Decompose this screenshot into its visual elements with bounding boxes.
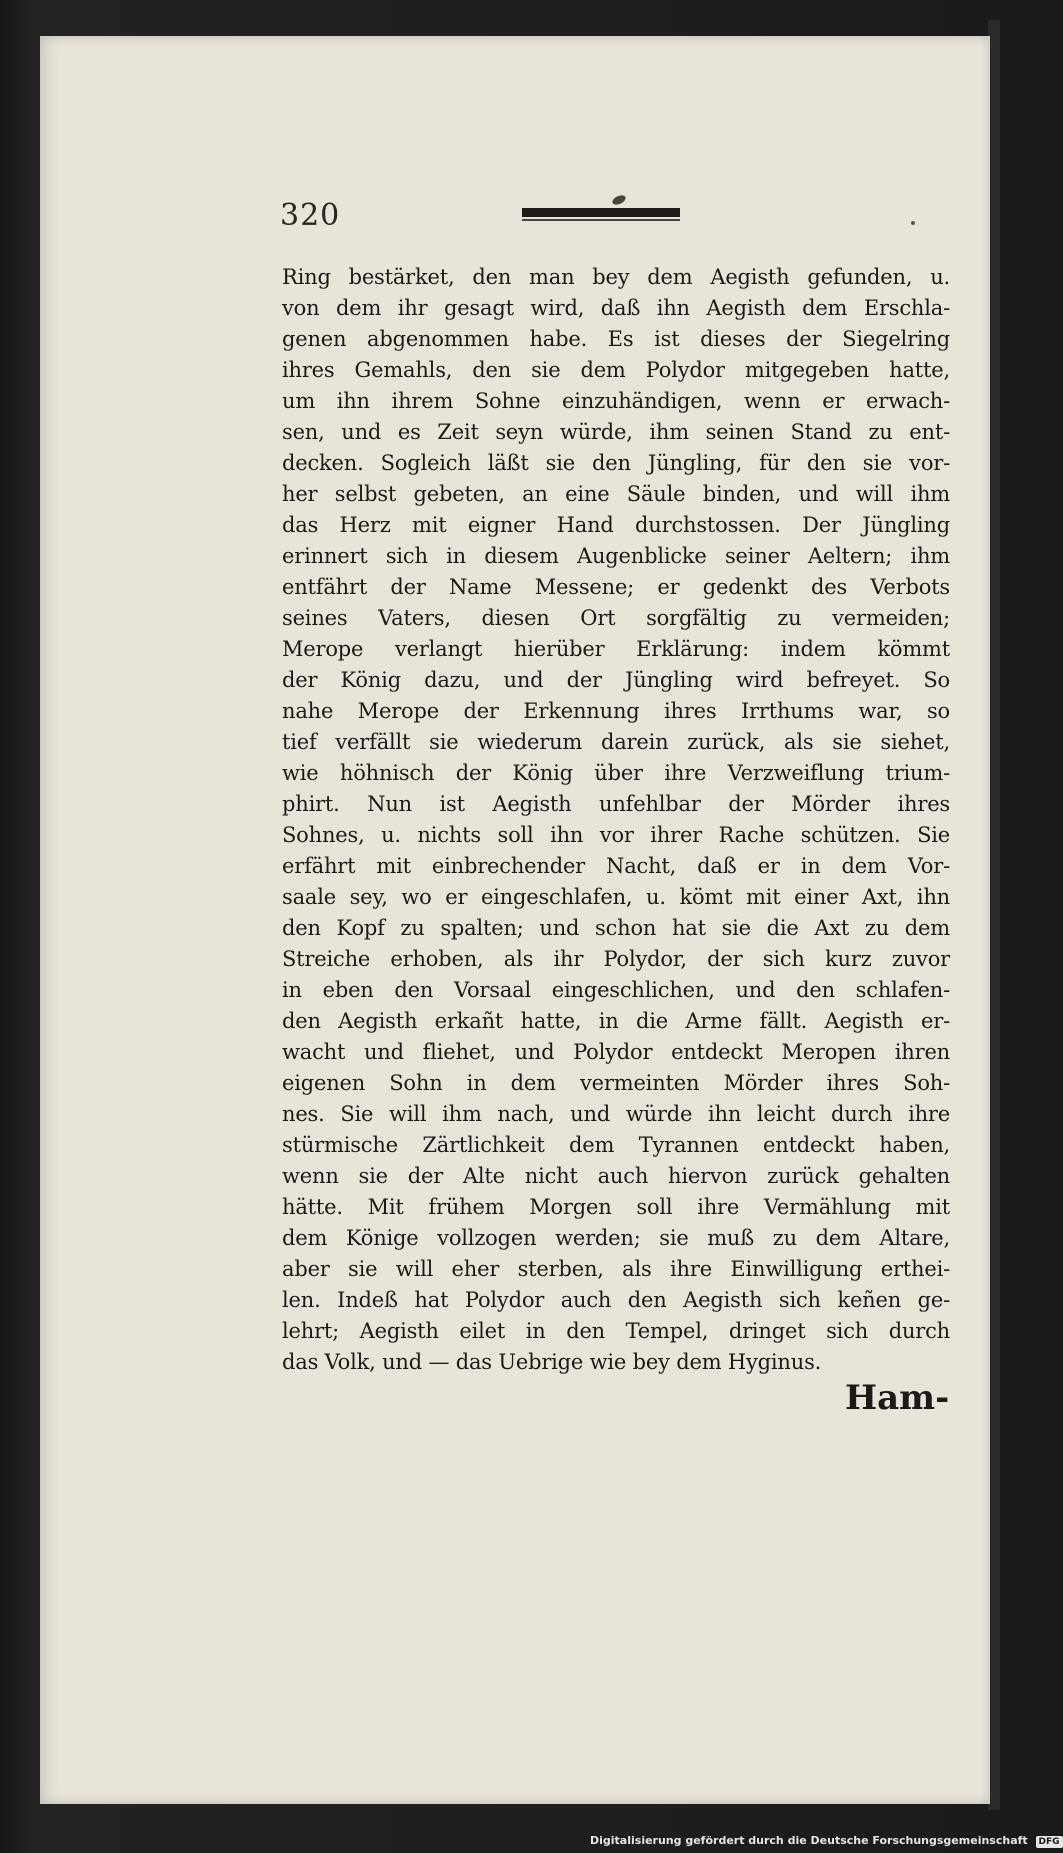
catchword: Ham-: [845, 1378, 950, 1418]
text-line: wacht und fliehet, und Polydor entdeckt Meropen ihren: [282, 1040, 950, 1064]
text-line: her selbst gebeten, an eine Säule binden, und will ihm: [282, 482, 950, 506]
text-line: den Aegisth erkañt hatte, in die Arme fällt. Aegisth er-: [282, 1009, 950, 1033]
text-line: von dem ihr gesagt wird, daß ihn Aegisth dem Erschla-: [282, 296, 950, 320]
text-line: Sohnes, u. nichts soll ihn vor ihrer Rache schützen. Sie: [282, 823, 950, 847]
text-line: stürmische Zärtlichkeit dem Tyrannen entdeckt haben,: [282, 1133, 950, 1157]
text-line: nahe Merope der Erkennung ihres Irrthums war, so: [282, 699, 950, 723]
text-line: erinnert sich in diesem Augenblicke seiner Aeltern; ihm: [282, 544, 950, 568]
ornament-rule: [522, 202, 680, 220]
body-text: [282, 262, 950, 1378]
ornament-underline: [522, 219, 680, 221]
text-line: wie höhnisch der König über ihre Verzweiflung trium-: [282, 761, 950, 785]
credit-text: Digitalisierung gefördert durch die Deutsche Forschungsgemeinschaft: [590, 1834, 1028, 1847]
text-line: lehrt; Aegisth eilet in den Tempel, dringet sich durch: [282, 1319, 950, 1343]
text-line: den Kopf zu spalten; und schon hat sie die Axt zu dem: [282, 916, 950, 940]
text-line: hätte. Mit frühem Morgen soll ihre Vermählung mit: [282, 1195, 950, 1219]
page-number: 320: [280, 198, 341, 233]
text-line: Merope verlangt hierüber Erklärung: indem kömmt: [282, 637, 950, 661]
text-line: tief verfällt sie wiederum darein zurück, als sie siehet,: [282, 730, 950, 754]
text-line: wenn sie der Alte nicht auch hiervon zurück gehalten: [282, 1164, 950, 1188]
text-line: saale sey, wo er eingeschlafen, u. kömt mit einer Axt, ihn: [282, 885, 950, 909]
page-header: [280, 198, 940, 238]
text-line: ihres Gemahls, den sie dem Polydor mitgegeben hatte,: [282, 358, 950, 382]
text-line: Streiche erhoben, als ihr Polydor, der sich kurz zuvor: [282, 947, 950, 971]
ornament-bar: [522, 208, 680, 217]
text-line: der König dazu, und der Jüngling wird befreyet. So: [282, 668, 950, 692]
text-line: erfährt mit einbrechender Nacht, daß er in dem Vor-: [282, 854, 950, 878]
text-line: len. Indeß hat Polydor auch den Aegisth sich keñen ge-: [282, 1288, 950, 1312]
text-line: dem Könige vollzogen werden; sie muß zu dem Altare,: [282, 1226, 950, 1250]
text-line: genen abgenommen habe. Es ist dieses der Siegelring: [282, 327, 950, 351]
text-line: sen, und es Zeit seyn würde, ihm seinen Stand zu ent-: [282, 420, 950, 444]
text-line: das Volk, und — das Uebrige wie bey dem Hyginus.: [282, 1350, 822, 1374]
text-line: nes. Sie will ihm nach, und würde ihn leicht durch ihre: [282, 1102, 950, 1126]
text-line: das Herz mit eigner Hand durchstossen. Der Jüngling: [282, 513, 950, 537]
text-line: entfährt der Name Messene; er gedenkt des Verbots: [282, 575, 950, 599]
text-line: um ihn ihrem Sohne einzuhändigen, wenn er erwach-: [282, 389, 950, 413]
text-line: seines Vaters, diesen Ort sorgfältig zu vermeiden;: [282, 606, 950, 630]
digitization-credit: [590, 1834, 1063, 1848]
text-line: aber sie will eher sterben, als ihre Einwilligung erthei-: [282, 1257, 950, 1281]
margin-mark: [911, 221, 915, 225]
text-line: phirt. Nun ist Aegisth unfehlbar der Mörder ihres: [282, 792, 950, 816]
text-line: decken. Sogleich läßt sie den Jüngling, für den sie vor-: [282, 451, 950, 475]
text-line: in eben den Vorsaal eingeschlichen, und den schlafen-: [282, 978, 950, 1002]
text-line: eigenen Sohn in dem vermeinten Mörder ihres Soh-: [282, 1071, 950, 1095]
text-line: Ring bestärket, den man bey dem Aegisth gefunden, u.: [282, 265, 950, 289]
dfg-logo: DFG: [1036, 1836, 1063, 1848]
